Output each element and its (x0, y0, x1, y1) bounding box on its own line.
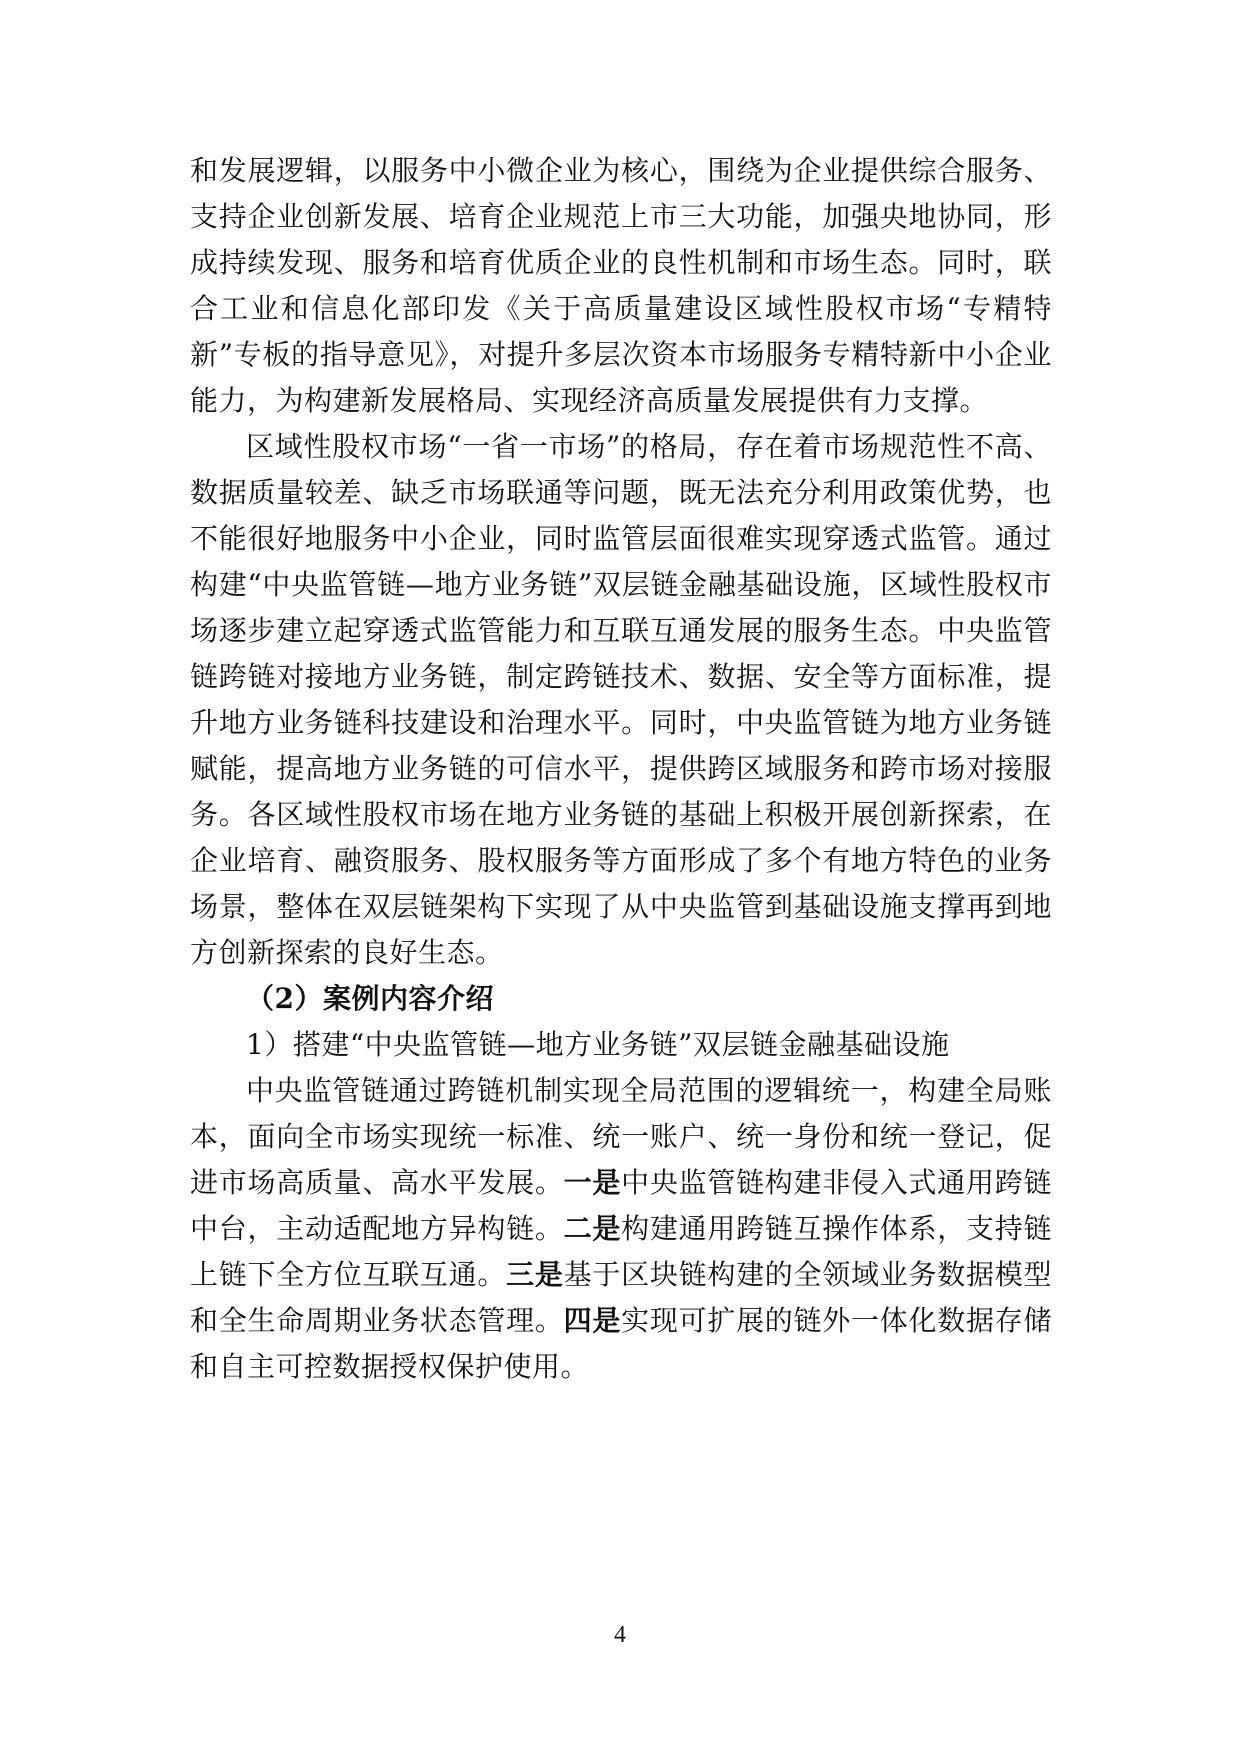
point-2-text: 构建通用跨链互操作体系，支持链上链下全方位互联互通。 (190, 1212, 1052, 1291)
document-body (190, 148, 1052, 1390)
point-1-text: 中央监管链构建非侵入式通用跨链中台，主动适配地方异构链。 (190, 1166, 1052, 1245)
point-2-label: 二是 (563, 1212, 622, 1245)
point-3-text: 基于区块链构建的全领域业务数据模型和全生命周期业务状态管理。 (190, 1258, 1052, 1337)
paragraph-1: 和发展逻辑，以服务中小微企业为核心，围绕为企业提供综合服务、支持企业创新发展、培育企业规范上市三大功能，加强央地协同，形成持续发现、服务和培育优质企业的良性机制和市场生态。同时，联合工业和信息化部印发《关于高质量建设区域性股权市场“专精特新”专板的指导意见》，对提升多层次资本市场服务专精特新中小企业能力，为构建新发展格局、实现经济高质量发展提供有力支撑。 (190, 154, 1052, 417)
page-number: 4 (614, 1622, 626, 1648)
point-1-label: 一是 (563, 1166, 622, 1199)
subsection-heading: 1）搭建“中央监管链—地方业务链”双层链金融基础设施 (246, 1028, 950, 1061)
paragraph-3-intro: 中央监管链通过跨链机制实现全局范围的逻辑统一，构建全局账本，面向全市场实现统一标准、统一账户、统一身份和统一登记，促进市场高质量、高水平发展。 (190, 1074, 1052, 1199)
section-heading: （2）案例内容介绍 (246, 982, 494, 1015)
paragraph-3 (190, 1068, 1052, 1390)
point-4-text: 实现可扩展的链外一体化数据存储和自主可控数据授权保护使用。 (190, 1304, 1052, 1383)
paragraph-2: 区域性股权市场“一省一市场”的格局，存在着市场规范性不高、数据质量较差、缺乏市场联通等问题，既无法充分利用政策优势，也不能很好地服务中小企业，同时监管层面很难实现穿透式监管。通过构建“中央监管链—地方业务链”双层链金融基础设施，区域性股权市场逐步建立起穿透式监管能力和互联互通发展的服务生态。中央监管链跨链对接地方业务链，制定跨链技术、数据、安全等方面标准，提升地方业务链科技建设和治理水平。同时，中央监管链为地方业务链赋能，提高地方业务链的可信水平，提供跨区域服务和跨市场对接服务。各区域性股权市场在地方业务链的基础上积极开展创新探索，在企业培育、融资服务、股权服务等方面形成了多个有地方特色的业务场景，整体在双层链架构下实现了从中央监管到基础设施支撑再到地方创新探索的良好生态。 (190, 430, 1052, 969)
point-3-label: 三是 (506, 1258, 564, 1291)
point-4-label: 四是 (563, 1304, 622, 1337)
